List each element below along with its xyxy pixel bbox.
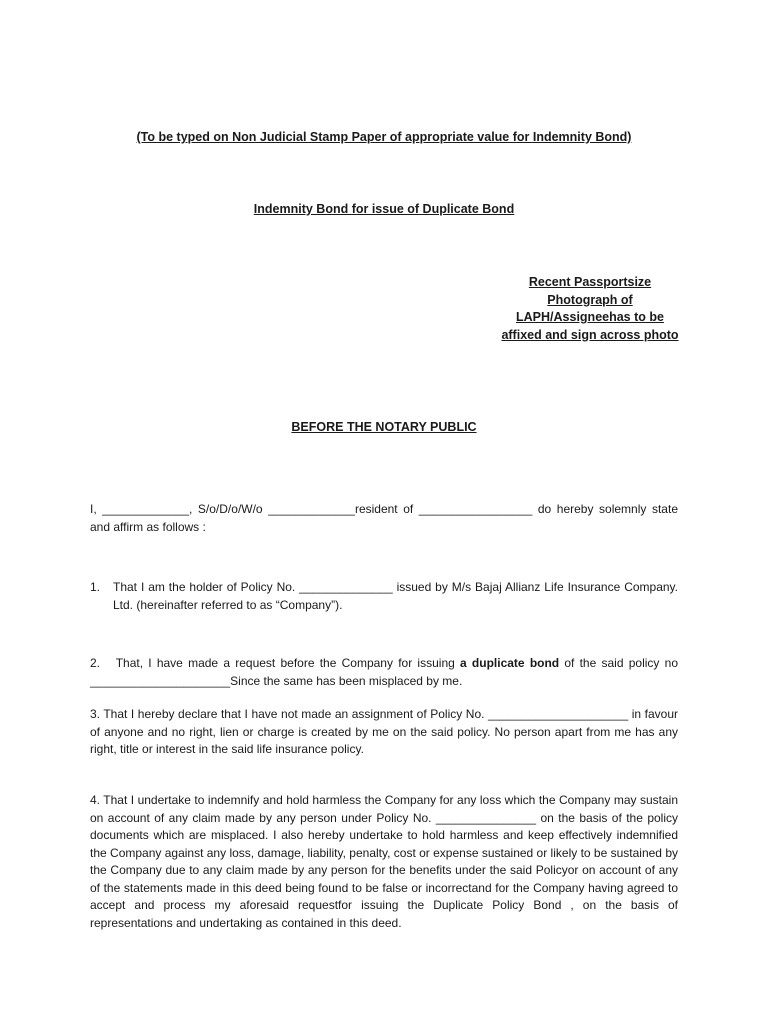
clause-1 <box>90 579 678 614</box>
photo-instruction-box <box>494 274 686 344</box>
intro-paragraph: I, _____________, S/o/D/o/W/o _____________resident of _________________ do hereby solemnly state and affirm as follows : <box>90 502 678 534</box>
clause-number: 1. <box>90 580 101 594</box>
clause-text-end: of the said policy no _____________________Since the same has been misplaced by me. <box>90 656 678 688</box>
photo-instruction-line-3: LAPH/Assigneehas to be <box>516 310 664 324</box>
stamp-paper-note: (To be typed on Non Judicial Stamp Paper of appropriate value for Indemnity Bond) <box>136 130 632 144</box>
document-title: Indemnity Bond for issue of Duplicate Bond <box>253 202 515 216</box>
clause-text: That I am the holder of Policy No. ______________ issued by M/s Bajaj Allianz Life Insurance Company. Ltd. (hereinafter referred to as “Company”). <box>113 580 678 612</box>
photo-instruction-line-4: affixed and sign across photo <box>501 327 679 342</box>
clause-number: 2. <box>90 656 101 670</box>
photo-instruction-line-1: Recent Passportsize <box>528 275 652 289</box>
clause-4: 4. That I undertake to indemnify and hold harmless the Company for any loss which the Company may sustain on account of any claim made by any person under Policy No. _______________ on the basis of the policy documents which are misplaced. I also hereby undertake to hold harmless and keep effectively indemnified the Company against any loss, damage, liability, penalty, cost or expense sustained or likely to be sustained by the Company due to any claim made by any person for the benefits under the said Policyor on account of any of the statements made in this deed being found to be false or incorrectand for the Company having agreed to accept and process my aforesaid requestfor issuing the Duplicate Policy Bond , on the basis of representations and undertaking as contained in this deed. <box>90 793 678 930</box>
notary-heading: BEFORE THE NOTARY PUBLIC <box>291 420 477 434</box>
clause-text-start: That, I have made a request before the Company for issuing <box>115 656 461 670</box>
clause-2 <box>90 655 678 690</box>
photo-instruction-line-2: Photograph of <box>547 292 633 307</box>
clause-text-bold: a duplicate bond <box>460 656 560 670</box>
clause-3: 3. That I hereby declare that I have not made an assignment of Policy No. _____________________ in favour of anyone and no right, lien or charge is created by me on the said policy. No person apart from me has any right, title or interest in the said life insurance policy. <box>90 707 678 756</box>
